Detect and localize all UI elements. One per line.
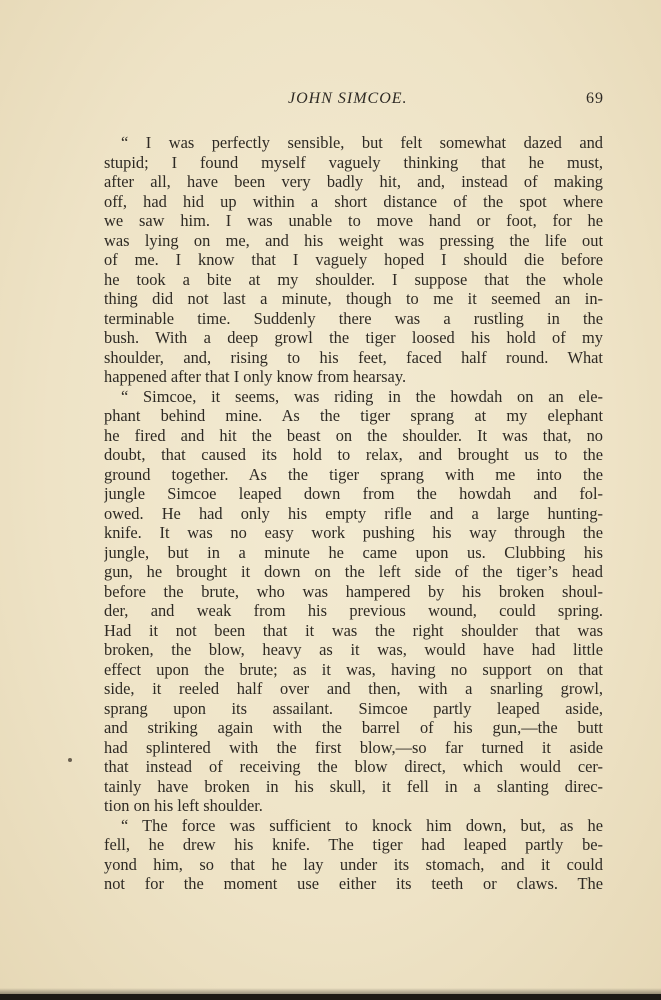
text-line: Had it not been that it was the right shoulder that was [104,620,603,640]
text-line: he took a bite at my shoulder. I suppose that the whole [104,269,603,289]
text-line: ground together. As the tiger sprang with me into the [104,464,603,484]
text-line: broken, the blow, heavy as it was, would have had little [104,640,603,659]
text-line: fell, he drew his knife. The tiger had leaped partly be- [104,835,603,854]
text-line: doubt, that caused its hold to relax, and brought us to the [104,445,603,464]
text-line: of me. I know that I vaguely hoped I should die before [104,250,603,269]
text-line: that instead of receiving the blow direct, which would cer- [104,757,603,776]
text-line: tion on his left shoulder. [104,796,263,815]
text-line: stupid; I found myself vaguely thinking that he must, [104,152,603,172]
text-line: terminable time. Suddenly there was a rustling in the [104,308,603,328]
text-line: thing did not last a minute, though to me it seemed an in- [104,289,603,308]
running-title: JOHN SIMCOE. [288,90,408,107]
text-line: “ I was perfectly sensible, but felt somewhat dazed and [121,133,603,152]
text-line: “ Simcoe, it seems, was riding in the howdah on an ele- [121,386,603,406]
text-line: before the brute, who was hampered by his broken shoul- [104,581,603,601]
text-line: and striking again with the barrel of his gun,—the butt [104,718,603,737]
text-line: after all, have been very badly hit, and, instead of making [104,172,603,191]
text-line: bush. With a deep growl the tiger loosed his hold of my [104,328,603,347]
text-line: not for the moment use either its teeth or claws. The [104,874,603,893]
page-number: 69 [586,90,604,107]
text-line: jungle Simcoe leaped down from the howdah and fol- [104,484,603,503]
print-speck [68,758,72,762]
running-head [104,90,604,112]
text-line: sprang upon its assailant. Simcoe partly leaped aside, [104,698,603,718]
text-line: we saw him. I was unable to move hand or foot, for he [104,211,603,230]
text-line: side, it reeled half over and then, with a snarling growl, [104,679,603,698]
text-line: gun, he brought it down on the left side of the tiger’s head [104,562,603,581]
body-text [104,133,603,894]
text-line: shoulder, and, rising to his feet, faced half round. What [104,347,603,367]
text-line: happened after that I only know from hearsay. [104,367,407,386]
text-line: phant behind mine. As the tiger sprang at my elephant [104,406,603,425]
text-line: tainly have broken in his skull, it fell in a slanting direc- [104,776,603,796]
text-line: had splintered with the first blow,—so far turned it aside [104,737,603,757]
text-line: he fired and hit the beast on the shoulder. It was that, no [104,425,603,445]
text-line: was lying on me, and his weight was pressing the life out [104,230,603,250]
text-line: effect upon the brute; as it was, having no support on that [104,659,603,679]
text-line: knife. It was no easy work pushing his way through the [104,523,603,542]
page-bottom-edge [0,994,661,1000]
text-line: jungle, but in a minute he came upon us. Clubbing his [104,542,603,562]
text-line: owed. He had only his empty rifle and a large hunting- [104,503,603,523]
text-line: yond him, so that he lay under its stomach, and it could [104,854,603,874]
text-line: off, had hid up within a short distance of the spot where [104,191,603,211]
text-line: der, and weak from his previous wound, could spring. [104,601,603,620]
text-line: “ The force was sufficient to knock him down, but, as he [121,815,603,835]
